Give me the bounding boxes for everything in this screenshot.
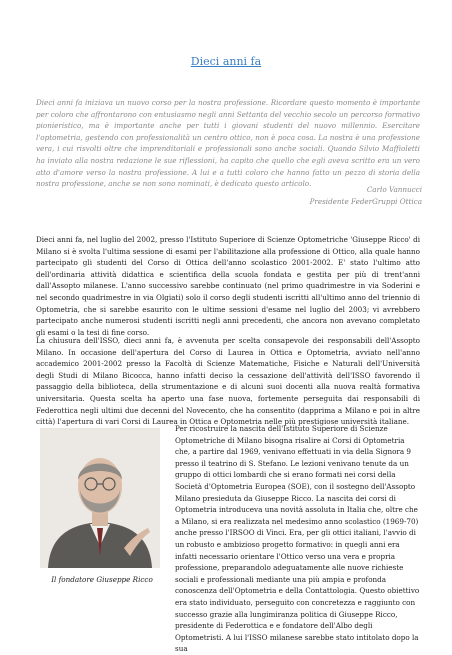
body-paragraph-1: Dieci anni fa, nel luglio del 2002, presso l'Istituto Superiore di Scienze Optometriche 'Giuseppe Ricco' di Milano si è svolta l'ultima sessione di esami per l'abilitazione alla professione di Ottico, alla quale hanno partecipato gli studenti del Corso di Ottica dell'anno scolastico 2001-2002. E' stato l'ultimo atto dell'ordinaria attività didattica e scientifica della scuola fondata e gestita per più di trent'anni dall'Assopto milanese. L'anno successivo sarebbe continuato (nel primo quadrimestre in via Soderini e nel secondo quadrimestre in via Olgiati) solo il corso degli studenti iscritti all'ultimo anno del triennio di Optometria, che si sarebbe esaurito con le ultime sessioni d'esame nel luglio del 2003; vi avrebbero partecipato anche numerosi studenti iscritti negli anni precedenti, che ancora non avevano completato gli esami o la tesi di fine corso. — [36, 235, 420, 337]
founder-photo — [40, 428, 160, 568]
body-paragraph-3: Per ricostruire la nascita dell'Istituto Superiore di Scienze Optometriche di Milano bisogna risalire ai Corsi di Optometria che, a partire dal 1969, venivano effettuati in via della Signora 9 presso il teatrino di S. Stefano. Le lezioni venivano tenute da un gruppo di ottici lombardi che si erano formati nei corsi della Società d'Optometria Europea (SOE), con il sostegno dell'Assopto Milano presieduta da Giuseppe Ricco. La nascita dei corsi di Optometria introduceva una novità assoluta in Italia che, oltre che a Milano, si era realizzata nel medesimo anno scolastico (1969-70) anche presso l'IRSOO di Vinci. Era, per gli ottici italiani, l'avvio di un robusto e ambizioso progetto formativo: in quegli anni era infatti necessario orientare l'Ottico verso una vera e propria professione, preparandolo adeguatamente alle nuove richieste sociali e professionali mediante una più ampia e profonda conoscenza dell'Optometria e della Contattologia. Questo obiettivo era stato individuato, perseguito con concretezza e raggiunto con successo grazie alla lungimiranza politica di Giuseppe Ricco, presidente di Federottica e e fondatore dell'Albo degli Optometristi. A lui l'ISSO milanese sarebbe stato intitolato dopo la sua — [175, 424, 420, 654]
body-paragraph-2: La chiusura dell'ISSO, dieci anni fa, è avvenuta per scelta consapevole dei responsabili dell'Assopto Milano. In occasione dell'apertura del Corso di Laurea in Ottica e Optometria, avviato nell'anno accademico 2001-2002 presso la Facoltà di Scienze Matematiche, Fisiche e Naturali dell'Università degli Studi di Milano Bicocca, hanno infatti deciso la cessazione dell'attività dell'ISSO favorendo il passaggio della biblioteca, della strumentazione e di alcuni suoi docenti alla nuova realtà formativa universitaria. Questa scelta ha aperto una fase nuova, fortemente perseguita dai responsabili di Federottica negli ultimi due decenni del Novecento, che ha consentito (dapprima a Milano e poi in altre città) l'apertura di vari Corsi di Laurea in Ottica e Optometria nelle più prestigiose università italiane. — [36, 336, 420, 427]
page-title[interactable]: Dieci anni fa — [190, 55, 262, 68]
signature — [310, 184, 422, 208]
intro-paragraph: Dieci anni fa iniziava un nuovo corso per la nostra professione. Ricordare questo momento è importante per coloro che affrontarono con entusiasmo negli anni Settanta del vecchio secolo un percorso formativo pionieristico, ma è importante anche per tutti i giovani studenti del nuovo millennio. Esercitare l'optometria, gestendo con professionalità un centro ottico, non è poca cosa. La nostra è una professione vera, i cui risvolti oltre che imprenditoriali e professionali sono anche sociali. Quando Silvio Maffioletti ha inviato alla nostra redazione le sue riflessioni, ha capito che quello che egli aveva scritto era un vero atto d'amore verso la nostra professione. A lui e a tutti coloro che hanno fatto un pezzo di storia della nostra professione, anche se non sono nominati, è dedicato questo articolo. — [36, 98, 420, 189]
signature-name: Carlo Vannucci — [366, 185, 422, 194]
signature-role: Presidente FederGruppi Ottica — [309, 196, 422, 206]
photo-caption: Il fondatore Giuseppe Ricco — [51, 575, 153, 584]
